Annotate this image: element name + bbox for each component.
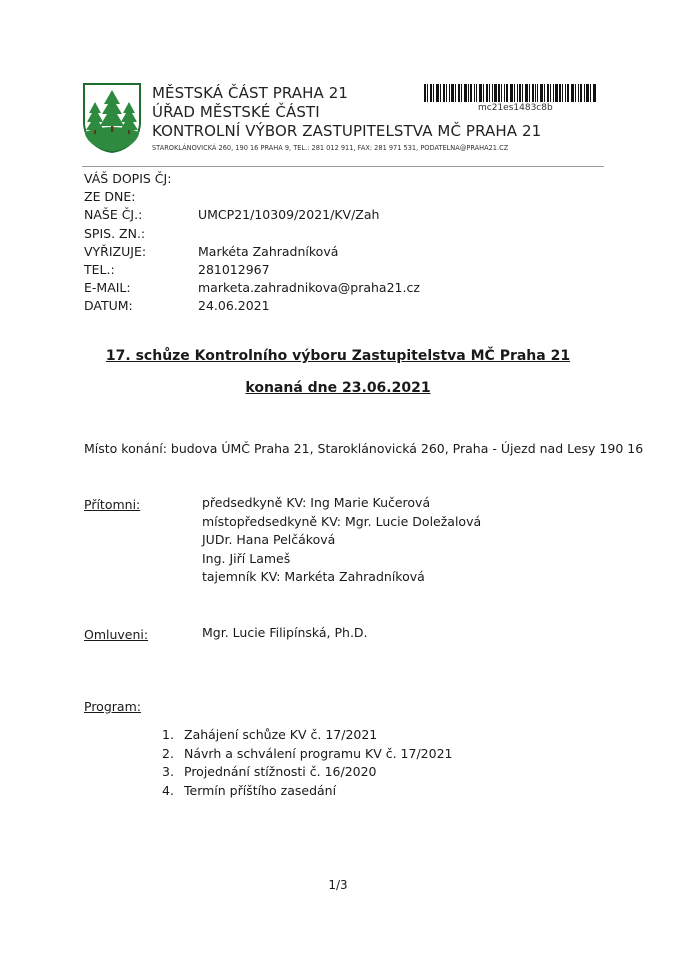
reference-row	[84, 188, 420, 206]
program-item-text: Projednání stížnosti č. 16/2020	[184, 764, 377, 779]
barcode-icon	[424, 84, 596, 102]
present-person: tajemník KV: Markéta Zahradníková	[202, 569, 425, 584]
program-label: Program:	[84, 699, 141, 714]
reference-label: NAŠE ČJ.:	[84, 207, 143, 223]
reference-row	[84, 225, 420, 243]
program-item	[162, 763, 452, 782]
reference-row	[84, 279, 420, 297]
reference-value: 281012967	[198, 261, 270, 277]
reference-label: SPIS. ZN.:	[84, 225, 146, 241]
reference-row	[84, 243, 420, 261]
program-item-text: Termín příštího zasedání	[184, 782, 337, 798]
excused-label: Omluveni:	[84, 627, 149, 642]
present-list	[202, 494, 481, 587]
document-subtitle: konaná dne 23.06.2021	[245, 380, 431, 396]
present-person: Ing. Jiří Lameš	[202, 550, 291, 566]
reference-row	[84, 297, 420, 315]
reference-value: marketa.zahradnikova@praha21.cz	[198, 280, 420, 296]
meeting-place: Místo konání: budova ÚMČ Praha 21, Staroklánovická 260, Praha - Újezd nad Lesy 190 16	[84, 441, 644, 456]
reference-label: VYŘIZUJE:	[84, 243, 147, 259]
excused-list	[202, 624, 368, 643]
reference-value: Markéta Zahradníková	[198, 243, 339, 259]
reference-label: DATUM:	[84, 298, 133, 314]
program-item-text: Návrh a schválení programu KV č. 17/2021	[184, 745, 453, 761]
program-item	[162, 726, 452, 745]
barcode-code: mc21es1483c8b	[478, 103, 553, 113]
reference-row	[84, 170, 420, 188]
reference-label: VÁŠ DOPIS ČJ:	[84, 171, 172, 186]
reference-row	[84, 261, 420, 279]
program-list	[162, 726, 452, 800]
org-committee: KONTROLNÍ VÝBOR ZASTUPITELSTVA MČ PRAHA 21	[152, 122, 542, 140]
org-name: MĚSTSKÁ ČÁST PRAHA 21	[152, 84, 349, 102]
program-item-text: Zahájení schůze KV č. 17/2021	[184, 727, 378, 742]
present-person: místopředsedkyně KV: Mgr. Lucie Doležalová	[202, 513, 482, 529]
reference-label: TEL.:	[84, 261, 115, 277]
reference-value: UMCP21/10309/2021/KV/Zah	[198, 207, 380, 223]
document-title: 17. schůze Kontrolního výboru Zastupitelstva MČ Praha 21	[105, 348, 571, 364]
coat-of-arms-icon	[82, 82, 142, 154]
program-item-number: 2.	[162, 745, 174, 761]
present-person: předsedkyně KV: Ing Marie Kučerová	[202, 495, 431, 510]
present-label: Přítomni:	[84, 497, 141, 512]
reference-value: 24.06.2021	[198, 298, 270, 314]
page-number: 1/3	[328, 878, 348, 892]
excused-person: Mgr. Lucie Filipínská, Ph.D.	[202, 625, 368, 640]
program-item-number: 3.	[162, 764, 174, 779]
org-office: ÚŘAD MĚSTSKÉ ČÁSTI	[152, 103, 320, 121]
org-address: STAROKLÁNOVICKÁ 260, 190 16 PRAHA 9, TEL.: 281 012 911, FAX: 281 971 531, PODATELNA@PRAHA21.CZ	[152, 144, 509, 152]
reference-table	[84, 170, 420, 316]
reference-label: E-MAIL:	[84, 280, 131, 296]
reference-row	[84, 206, 420, 224]
present-person: JUDr. Hana Pelčáková	[202, 532, 336, 547]
header-divider	[82, 166, 604, 167]
program-item-number: 1.	[162, 727, 174, 742]
reference-label: ZE DNE:	[84, 189, 136, 205]
program-item	[162, 745, 452, 764]
program-item-number: 4.	[162, 782, 174, 798]
program-item	[162, 782, 452, 801]
